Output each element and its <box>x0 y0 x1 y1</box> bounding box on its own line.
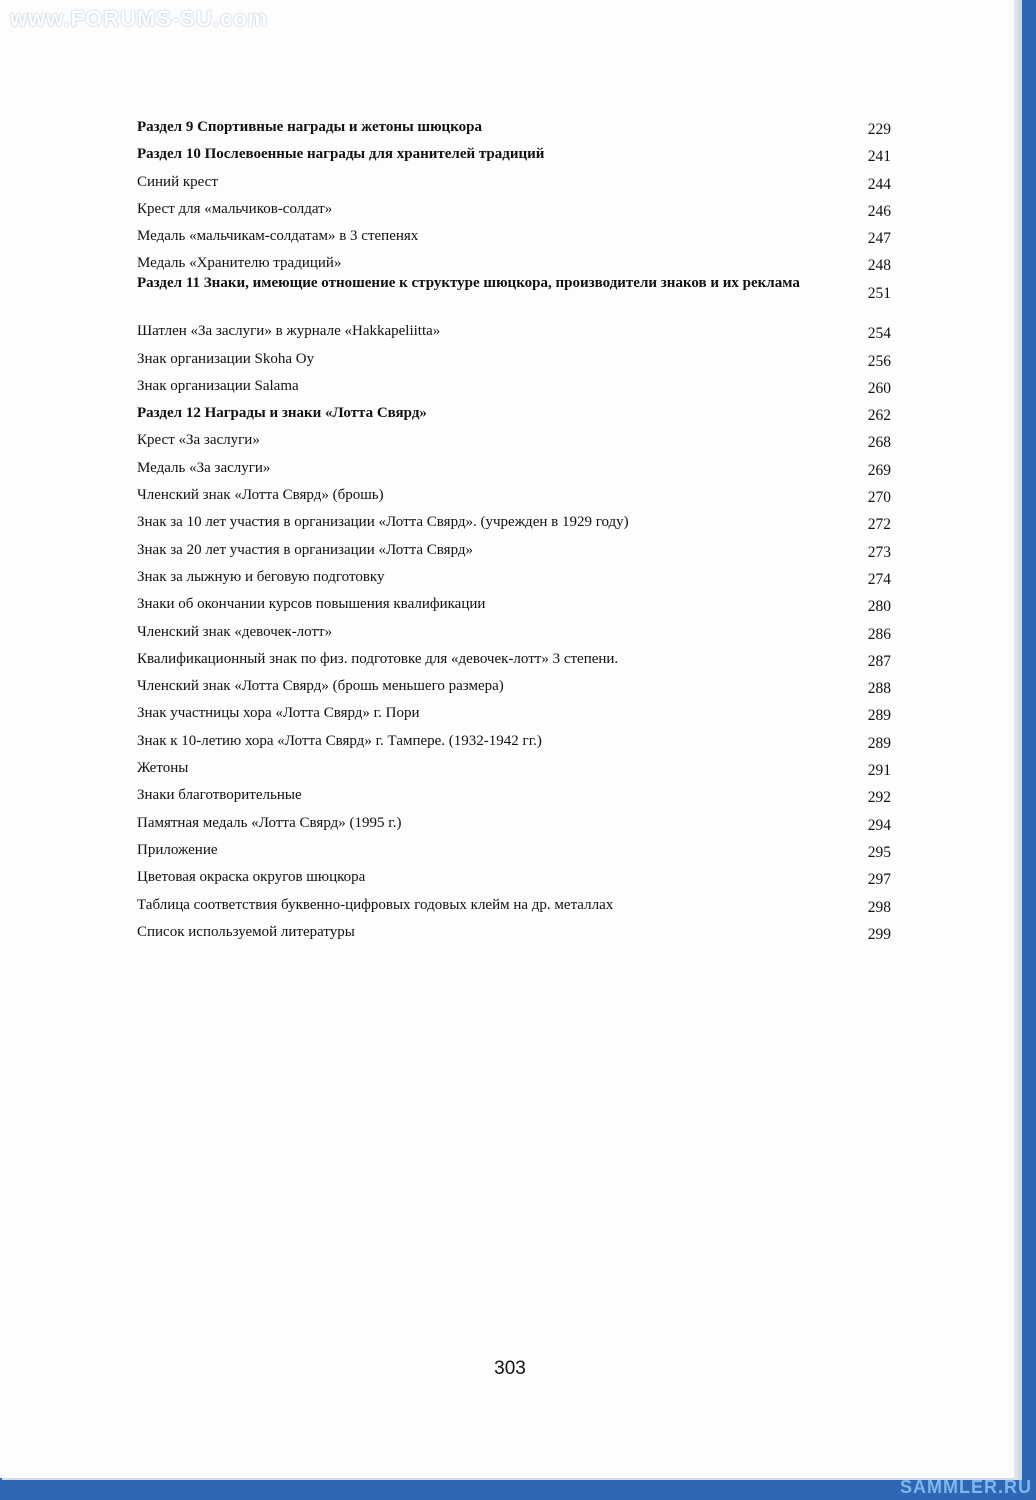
toc-entry-page: 291 <box>867 762 891 780</box>
toc-entry-title: Список используемой литературы <box>137 923 355 940</box>
toc-entry-page: 289 <box>867 707 891 725</box>
toc-entry <box>137 837 897 864</box>
toc-entry-title: Синий крест <box>137 173 218 190</box>
toc-entry-title: Крест для «мальчиков-солдат» <box>137 200 333 217</box>
toc-entry <box>137 400 897 427</box>
toc-entry-title: Членский знак «Лотта Свярд» (брошь меньшего размера) <box>137 678 504 695</box>
toc-entry-title: Раздел 10 Послевоенные награды для хранителей традиций <box>137 146 545 163</box>
toc-entry <box>137 223 897 250</box>
watermark-top: www.FORUMS-SU.com <box>10 6 269 31</box>
toc-entry-page: 295 <box>867 843 891 861</box>
toc-entry-title: Знаки благотворительные <box>137 787 302 804</box>
toc-entry-page: 297 <box>867 871 891 889</box>
toc-entry-title: Знак участницы хора «Лотта Свярд» г. Пори <box>137 705 420 722</box>
toc-entry <box>137 591 897 618</box>
toc-entry-page: 262 <box>867 407 891 425</box>
toc-entry-title: Приложение <box>137 841 218 858</box>
toc-entry <box>137 864 897 891</box>
toc-entry-title: Медаль «За заслуги» <box>137 459 271 476</box>
toc-entry-page: 268 <box>867 434 891 452</box>
toc-entry-title: Цветовая окраска округов шюцкора <box>137 869 366 886</box>
toc-entry-page: 273 <box>867 543 891 561</box>
toc-entry-page: 229 <box>867 121 891 138</box>
toc-entry-title: Знак организации Salama <box>137 377 299 394</box>
toc-entry-page: 299 <box>867 925 891 943</box>
toc-entry <box>137 427 897 454</box>
toc-entry-title: Знак организации Skoha Oy <box>137 350 315 367</box>
toc-entry-title: Знаки об окончании курсов повышения квалификации <box>137 596 486 613</box>
toc-entry-page: 246 <box>867 202 891 220</box>
toc-entry-page: 254 <box>867 325 891 343</box>
toc-entry-title: Таблица соответствия буквенно-цифровых годовых клейм на др. металлах <box>137 896 614 913</box>
toc-entry <box>137 169 897 196</box>
toc-entry-page: 289 <box>867 734 891 752</box>
toc-entry-page: 247 <box>867 230 891 248</box>
toc-entry-title: Медаль «мальчикам-солдатам» в 3 степенях <box>137 228 419 245</box>
toc-entry <box>137 346 897 373</box>
page-edge <box>1014 0 1022 1480</box>
toc-entry-page: 287 <box>867 652 891 670</box>
watermark-bottom: SAMMLER.RU <box>900 1477 1032 1497</box>
toc-entry-page: 274 <box>867 570 891 588</box>
table-of-contents <box>137 114 897 946</box>
toc-entry-title: Знак за 20 лет участия в организации «Лотта Свярд» <box>137 541 473 558</box>
toc-entry-title: Крест «За заслуги» <box>137 432 260 449</box>
toc-entry <box>137 810 897 837</box>
toc-entry-page: 272 <box>867 516 891 534</box>
toc-entry <box>137 700 897 727</box>
toc-entry <box>137 782 897 809</box>
toc-entry <box>137 619 897 646</box>
toc-entry-page: 251 <box>867 284 891 302</box>
toc-entry-title: Раздел 12 Награды и знаки «Лотта Свярд» <box>137 405 427 422</box>
toc-entry-page: 248 <box>867 257 891 275</box>
toc-entry <box>137 373 897 400</box>
toc-entry-page: 260 <box>867 379 891 397</box>
toc-entry <box>137 196 897 223</box>
toc-entry <box>137 141 897 168</box>
toc-entry-title: Знак за 10 лет участия в организации «Лотта Свярд». (учрежден в 1929 году) <box>137 514 629 531</box>
toc-entry-page: 280 <box>867 598 891 616</box>
toc-entry-title: Членский знак «девочек-лотт» <box>137 623 333 640</box>
page-number: 303 <box>494 1358 526 1379</box>
toc-entry-page: 244 <box>867 175 891 193</box>
toc-entry <box>137 274 897 319</box>
toc-entry-title: Раздел 11 Знаки, имеющие отношение к структуре шюцкора, производители знаков и их реклама <box>137 274 800 291</box>
toc-entry <box>137 509 897 536</box>
toc-entry-page: 241 <box>867 148 891 166</box>
toc-entry <box>137 755 897 782</box>
toc-entry-title: Медаль «Хранителю традиций» <box>137 255 342 272</box>
toc-entry-page: 270 <box>867 489 891 507</box>
toc-entry <box>137 673 897 700</box>
toc-entry <box>137 318 897 345</box>
toc-entry-title: Знак к 10-летию хора «Лотта Свярд» г. Тампере. (1932-1942 гг.) <box>137 732 542 749</box>
toc-entry-title: Жетоны <box>137 760 189 777</box>
toc-entry-page: 298 <box>867 898 891 916</box>
toc-entry <box>137 919 897 946</box>
toc-entry <box>137 646 897 673</box>
toc-entry <box>137 537 897 564</box>
toc-entry <box>137 455 897 482</box>
toc-entry <box>137 482 897 509</box>
toc-entry-page: 286 <box>867 625 891 643</box>
toc-entry <box>137 114 897 141</box>
toc-entry <box>137 564 897 591</box>
toc-entry-page: 292 <box>867 789 891 807</box>
toc-entry-title: Квалификационный знак по физ. подготовке для «девочек-лотт» 3 степени. <box>137 650 619 667</box>
toc-entry-page: 288 <box>867 680 891 698</box>
toc-entry-page: 269 <box>867 461 891 479</box>
toc-entry-title: Членский знак «Лотта Свярд» (брошь) <box>137 487 384 504</box>
toc-entry <box>137 728 897 755</box>
toc-entry-title: Шатлен «За заслуги» в журнале «Hakkapeliitta» <box>137 323 441 340</box>
toc-entry-title: Памятная медаль «Лотта Свярд» (1995 г.) <box>137 814 402 831</box>
toc-entry-page: 256 <box>867 352 891 370</box>
toc-entry-title: Знак за лыжную и беговую подготовку <box>137 568 385 585</box>
toc-entry-title: Раздел 9 Спортивные награды и жетоны шюцкора <box>137 119 482 135</box>
toc-entry-page: 294 <box>867 816 891 834</box>
toc-entry <box>137 892 897 919</box>
